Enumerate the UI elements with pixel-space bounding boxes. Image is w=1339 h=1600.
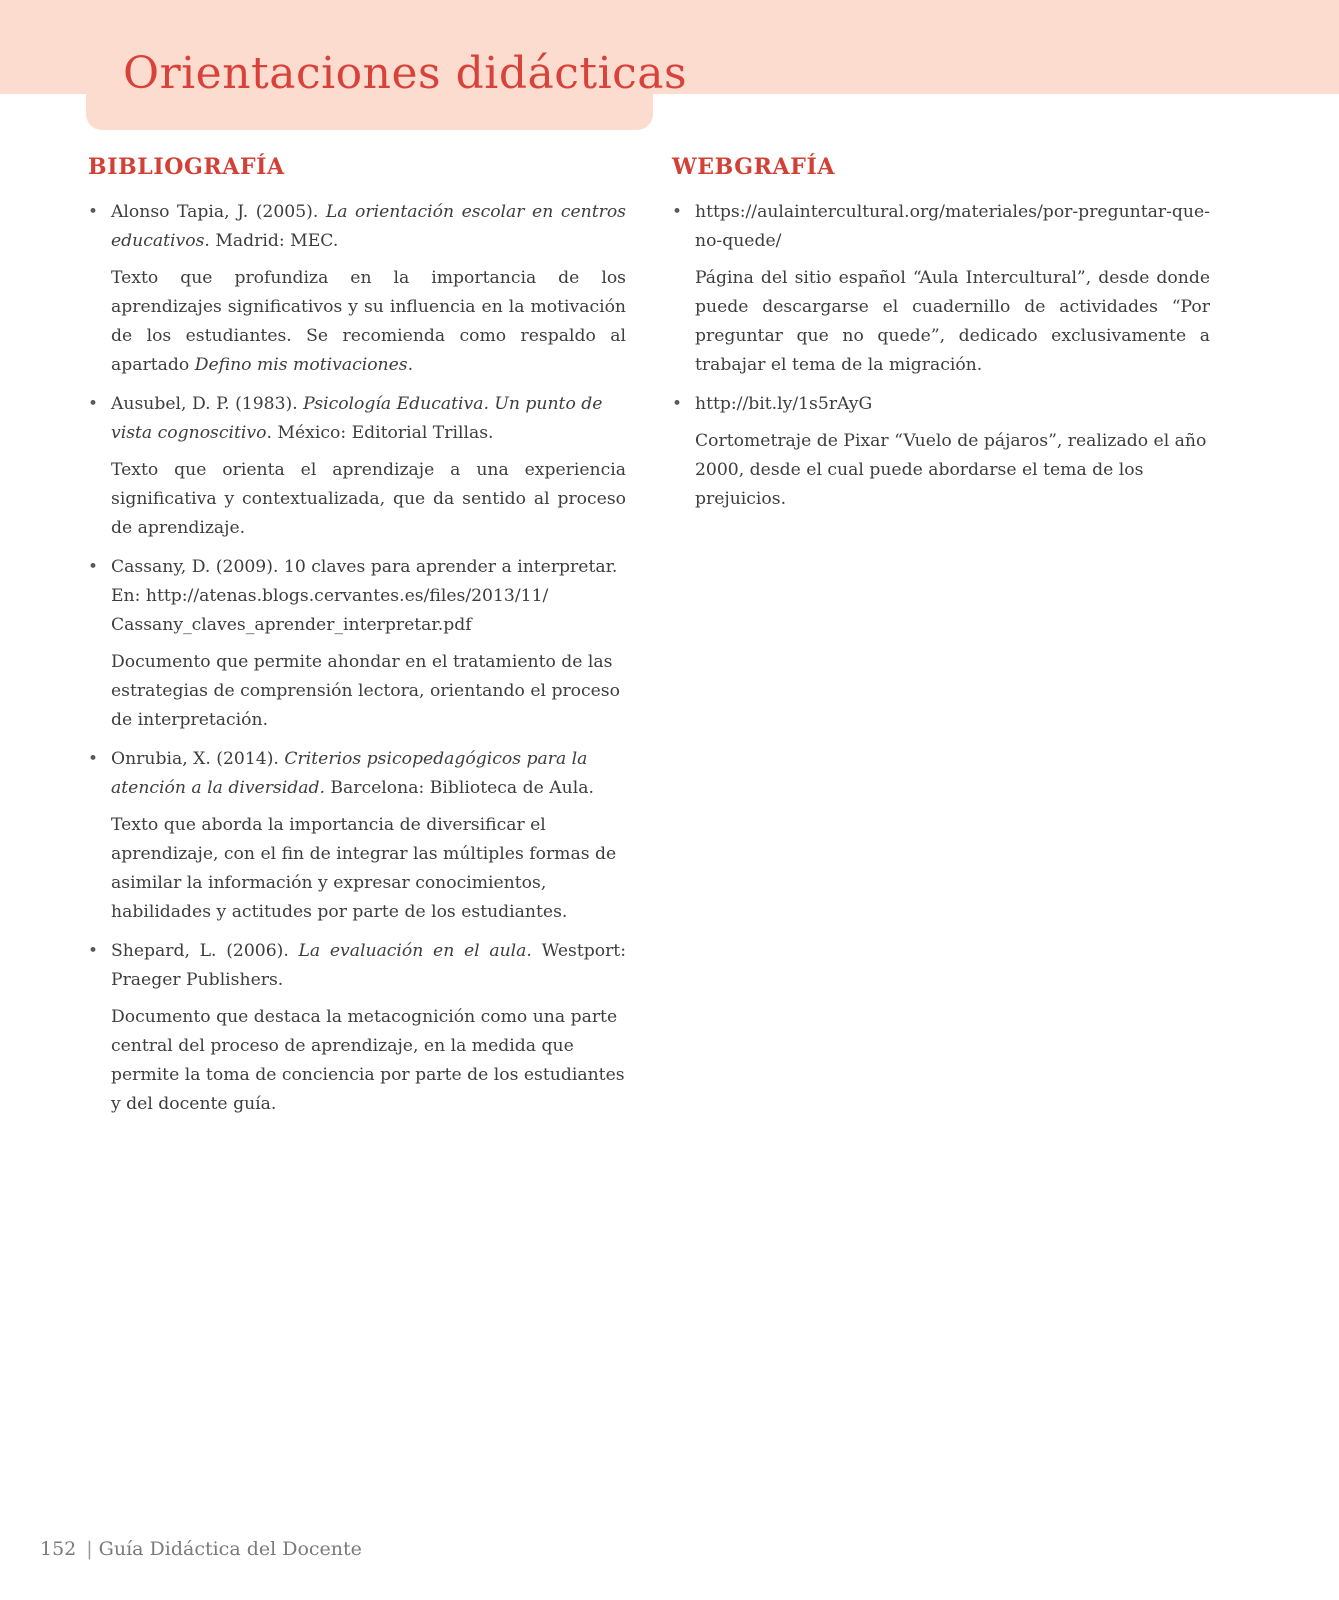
web-link[interactable]: https://aulaintercultural.org/materiales/por-preguntar-que-no-quede/ xyxy=(695,202,1210,251)
web-entry xyxy=(672,198,1210,380)
bib-description: Texto que orienta el aprendizaje a una experiencia significativa y contextualizada, que da sentido al proceso de aprendizaje. xyxy=(111,460,626,538)
bib-description: Texto que aborda la importancia de diversificar el aprendizaje, con el fin de integrar las múltiples formas de asimilar la información y expresar conocimientos, habilidades y actitudes por parte de los estudiantes. xyxy=(111,815,617,922)
bib-entry xyxy=(88,553,626,735)
bib-citation: Cassany, D. (2009). 10 claves para aprender a interpretar. En: http://atenas.blogs.cervantes.es/files/2013/11/ Cassany_claves_aprender_interpretar.pdf xyxy=(111,557,618,635)
bibliografia-heading: BIBLIOGRAFÍA xyxy=(88,154,285,180)
bullet-icon: • xyxy=(88,557,99,577)
bullet-icon: • xyxy=(672,394,683,414)
page-footer xyxy=(40,1538,362,1560)
bib-description: Documento que permite ahondar en el tratamiento de las estrategias de comprensión lectora, orientando el proceso de interpretación. xyxy=(111,652,620,730)
bib-description: Documento que destaca la metacognición como una parte central del proceso de aprendizaje, en la medida que permite la toma de conciencia por parte de los estudiantes y del docente guía. xyxy=(111,1007,625,1114)
webgrafia-heading: WEBGRAFÍA xyxy=(672,154,835,180)
footer-separator: | xyxy=(86,1538,93,1560)
bibliografia-section xyxy=(88,154,626,1129)
book-title: Guía Didáctica del Docente xyxy=(98,1538,362,1560)
web-description: Página del sitio español “Aula Intercultural”, desde donde puede descargarse el cuadernillo de actividades “Por preguntar que no quede”, dedicado exclusivamente a trabajar el tema de la migración. xyxy=(695,268,1210,375)
bib-entry xyxy=(88,745,626,927)
web-link[interactable]: http://bit.ly/1s5rAyG xyxy=(695,394,873,414)
bib-citation: Shepard, L. (2006). La evaluación en el aula. Westport: Praeger Publishers. xyxy=(111,941,626,990)
bullet-icon: • xyxy=(88,394,99,414)
bullet-icon: • xyxy=(672,202,683,222)
bullet-icon: • xyxy=(88,202,99,222)
bib-entry xyxy=(88,198,626,380)
bib-citation: Ausubel, D. P. (1983). Psicología Educativa. Un punto de vista cognoscitivo. México: Editorial Trillas. xyxy=(111,394,603,443)
bib-entry xyxy=(88,390,626,543)
web-description: Cortometraje de Pixar “Vuelo de pájaros”, realizado el año 2000, desde el cual puede abordarse el tema de los prejuicios. xyxy=(695,431,1207,509)
webgrafia-section xyxy=(672,154,1210,524)
page-number: 152 xyxy=(40,1538,77,1560)
bib-citation: Onrubia, X. (2014). Criterios psicopedagógicos para la atención a la diversidad. Barcelona: Biblioteca de Aula. xyxy=(111,749,594,798)
bullet-icon: • xyxy=(88,749,99,769)
web-entry xyxy=(672,390,1210,514)
page-title: Orientaciones didácticas xyxy=(123,48,688,99)
bullet-icon: • xyxy=(88,941,99,961)
bib-citation: Alonso Tapia, J. (2005). La orientación escolar en centros educativos. Madrid: MEC. xyxy=(111,202,626,251)
bib-description: Texto que profundiza en la importancia de los aprendizajes significativos y su influencia en la motivación de los estudiantes. Se recomienda como respaldo al apartado Defino mis motivaciones. xyxy=(111,268,626,375)
bib-entry xyxy=(88,937,626,1119)
